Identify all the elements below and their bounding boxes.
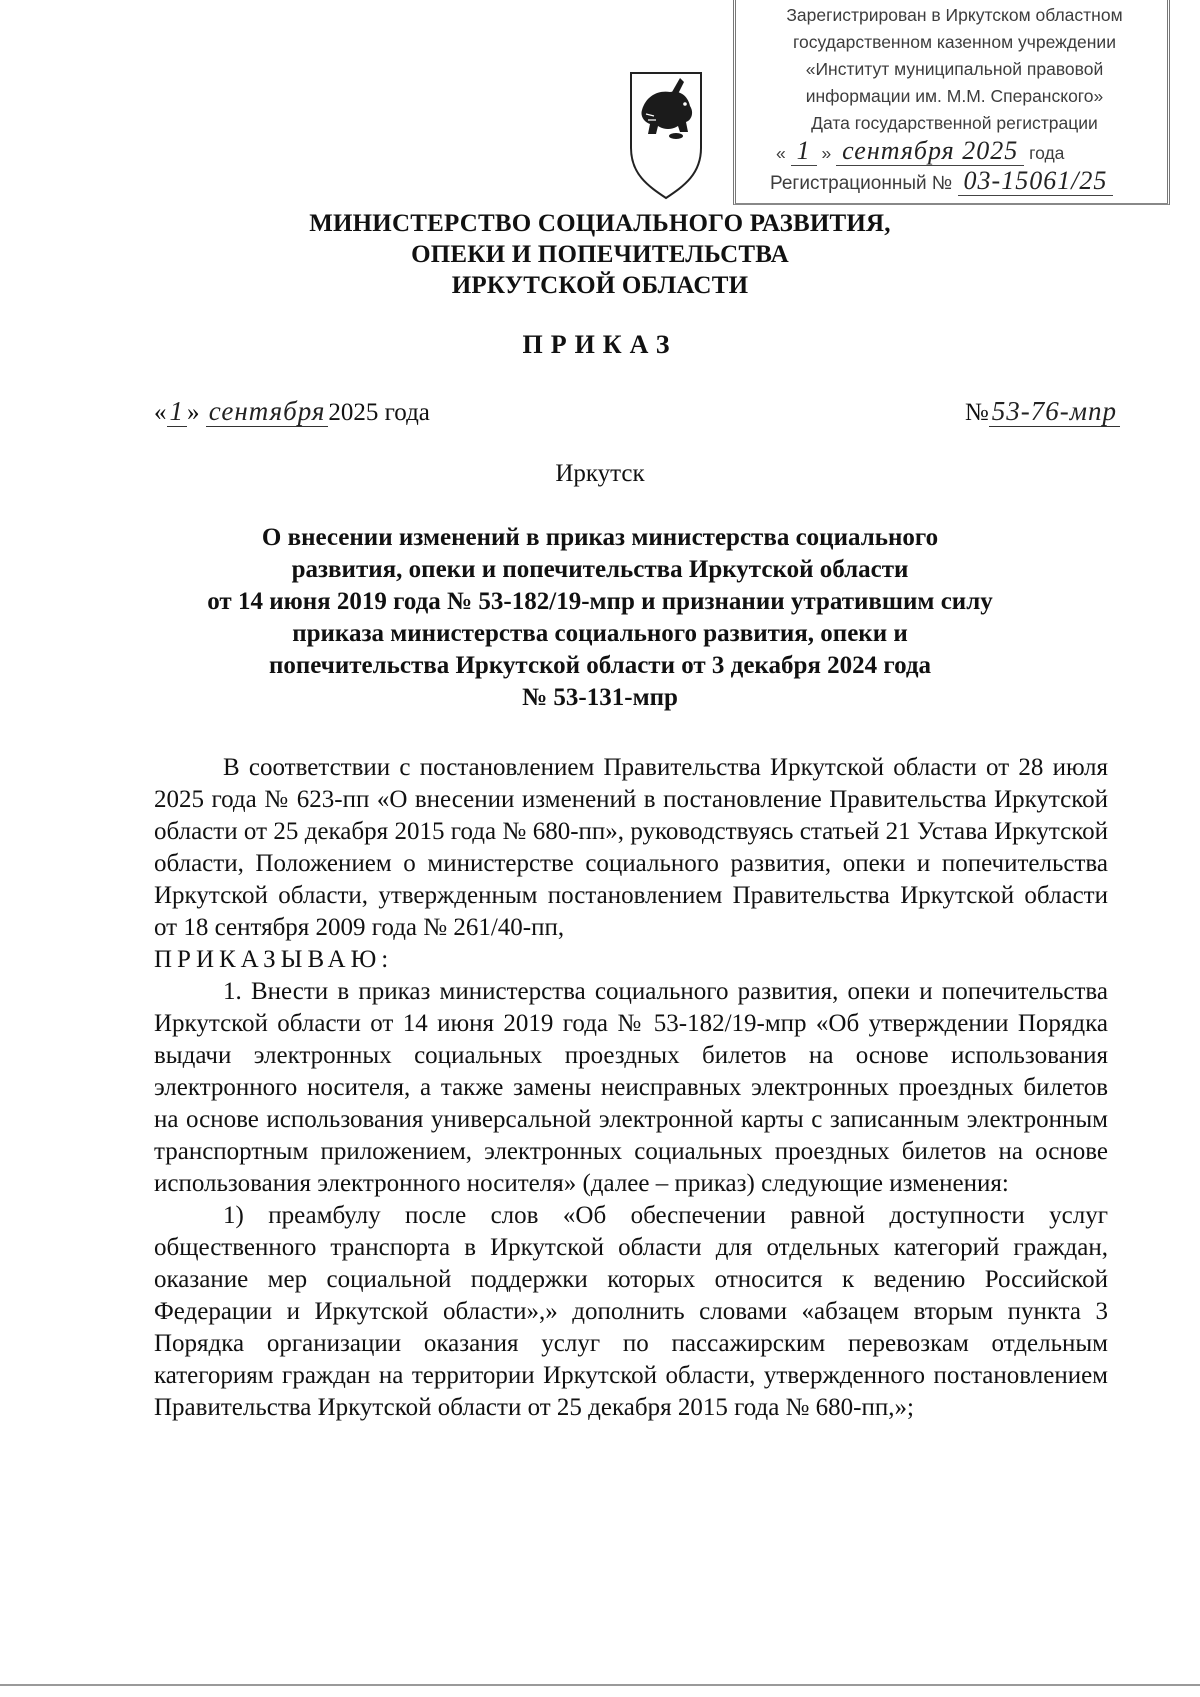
order-body bbox=[154, 752, 1108, 1424]
document-type-title: ПРИКАЗ bbox=[522, 330, 678, 359]
ministry-heading bbox=[0, 208, 1200, 301]
preamble-paragraph: В соответствии с постановлением Правительства Иркутской области от 28 июля 2025 года № 623-пп «О внесении изменений в постановление Правительства Иркутской области от 25 декабря 2015 года № 680-пп», руководствуясь статьей 21 Устава Иркутской области, Положением о министерстве социального развития, опеки и попечительства Иркутской области, утвержденным постановлением Правительства Иркутской области от 18 сентября 2009 года № 261/40-пп, bbox=[154, 754, 1108, 941]
stamp-date-suffix: года bbox=[1029, 143, 1065, 163]
date-quote: « bbox=[154, 399, 167, 426]
date-quote: » bbox=[187, 399, 200, 426]
stamp-line: государственном казенном учреждении bbox=[793, 32, 1116, 52]
order-number-value: 53-76-мпр bbox=[989, 396, 1120, 427]
stamp-quote: » bbox=[821, 143, 832, 163]
item-1-1-paragraph: 1) преамбулу после слов «Об обеспечении равной доступности услуг общественного транспорта в Иркутской области для отдельных категорий граждан, оказание мер социальной поддержки которых относится к ведению Российской Федерации и Иркутской области»,» дополнить словами «абзацем вторым пункта 3 Порядка организации оказания услуг по пассажирским перевозкам отдельным категориям граждан на территории Иркутской области, утвержденного постановлением Правительства Иркутской области от 25 декабря 2015 года № 680-пп,»; bbox=[154, 1202, 1108, 1421]
order-date-month: сентября bbox=[206, 396, 329, 427]
coat-of-arms-babr-icon bbox=[628, 70, 704, 200]
order-subject bbox=[0, 522, 1200, 714]
order-number bbox=[965, 396, 1120, 427]
item-1-paragraph: 1. Внести в приказ министерства социального развития, опеки и попечительства Иркутской области от 14 июня 2019 года № 53-182/19-мпр «Об утверждении Порядка выдачи электронных социальных проездных билетов на основе использования электронного носителя, а также замены неисправных электронных проездных билетов на основе использования универсальной электронной карты с записанным электронным транспортным приложением, электронных социальных проездных билетов на основе использования электронного носителя» (далее – приказ) следующие изменения: bbox=[154, 978, 1108, 1197]
decree-word: ПРИКАЗЫВАЮ: bbox=[154, 946, 394, 973]
stamp-registration-number bbox=[748, 167, 1161, 197]
city-name: Иркутск bbox=[555, 460, 645, 487]
stamp-date-month-year: сентября 2025 bbox=[836, 136, 1024, 166]
stamp-date-day: 1 bbox=[791, 136, 817, 166]
ministry-line: ИРКУТСКОЙ ОБЛАСТИ bbox=[451, 272, 749, 299]
stamp-reg-label: Регистрационный № bbox=[770, 173, 953, 194]
stamp-line: информации им. М.М. Сперанского» bbox=[805, 86, 1104, 106]
registration-stamp bbox=[733, 0, 1170, 205]
stamp-reg-number: 03-15061/25 bbox=[958, 166, 1114, 196]
stamp-line: Зарегистрирован в Иркутском областном bbox=[786, 5, 1123, 25]
subject-line: № 53-131-мпр bbox=[522, 684, 678, 711]
subject-line: попечительства Иркутской области от 3 декабря 2024 года bbox=[268, 652, 932, 679]
stamp-line: Дата государственной регистрации bbox=[811, 113, 1098, 133]
order-number-prefix: № bbox=[964, 399, 989, 426]
page-bottom-divider bbox=[0, 1684, 1200, 1686]
order-date-year: 2025 года bbox=[328, 399, 430, 426]
stamp-registration-date bbox=[748, 137, 1161, 167]
subject-line: О внесении изменений в приказ министерства социального bbox=[261, 524, 939, 551]
ministry-line: ОПЕКИ И ПОПЕЧИТЕЛЬСТВА bbox=[411, 241, 789, 268]
subject-line: развития, опеки и попечительства Иркутской области bbox=[291, 556, 909, 583]
subject-line: приказа министерства социального развития, опеки и bbox=[292, 620, 908, 647]
order-date-day: 1 bbox=[167, 396, 188, 427]
stamp-quote: « bbox=[776, 143, 786, 163]
subject-line: от 14 июня 2019 года № 53-182/19-мпр и признании утратившим силу bbox=[207, 588, 993, 615]
stamp-line: «Институт муниципальной правовой bbox=[805, 59, 1104, 79]
order-date bbox=[154, 396, 430, 427]
ministry-line: МИНИСТЕРСТВО СОЦИАЛЬНОГО РАЗВИТИЯ, bbox=[309, 210, 891, 237]
